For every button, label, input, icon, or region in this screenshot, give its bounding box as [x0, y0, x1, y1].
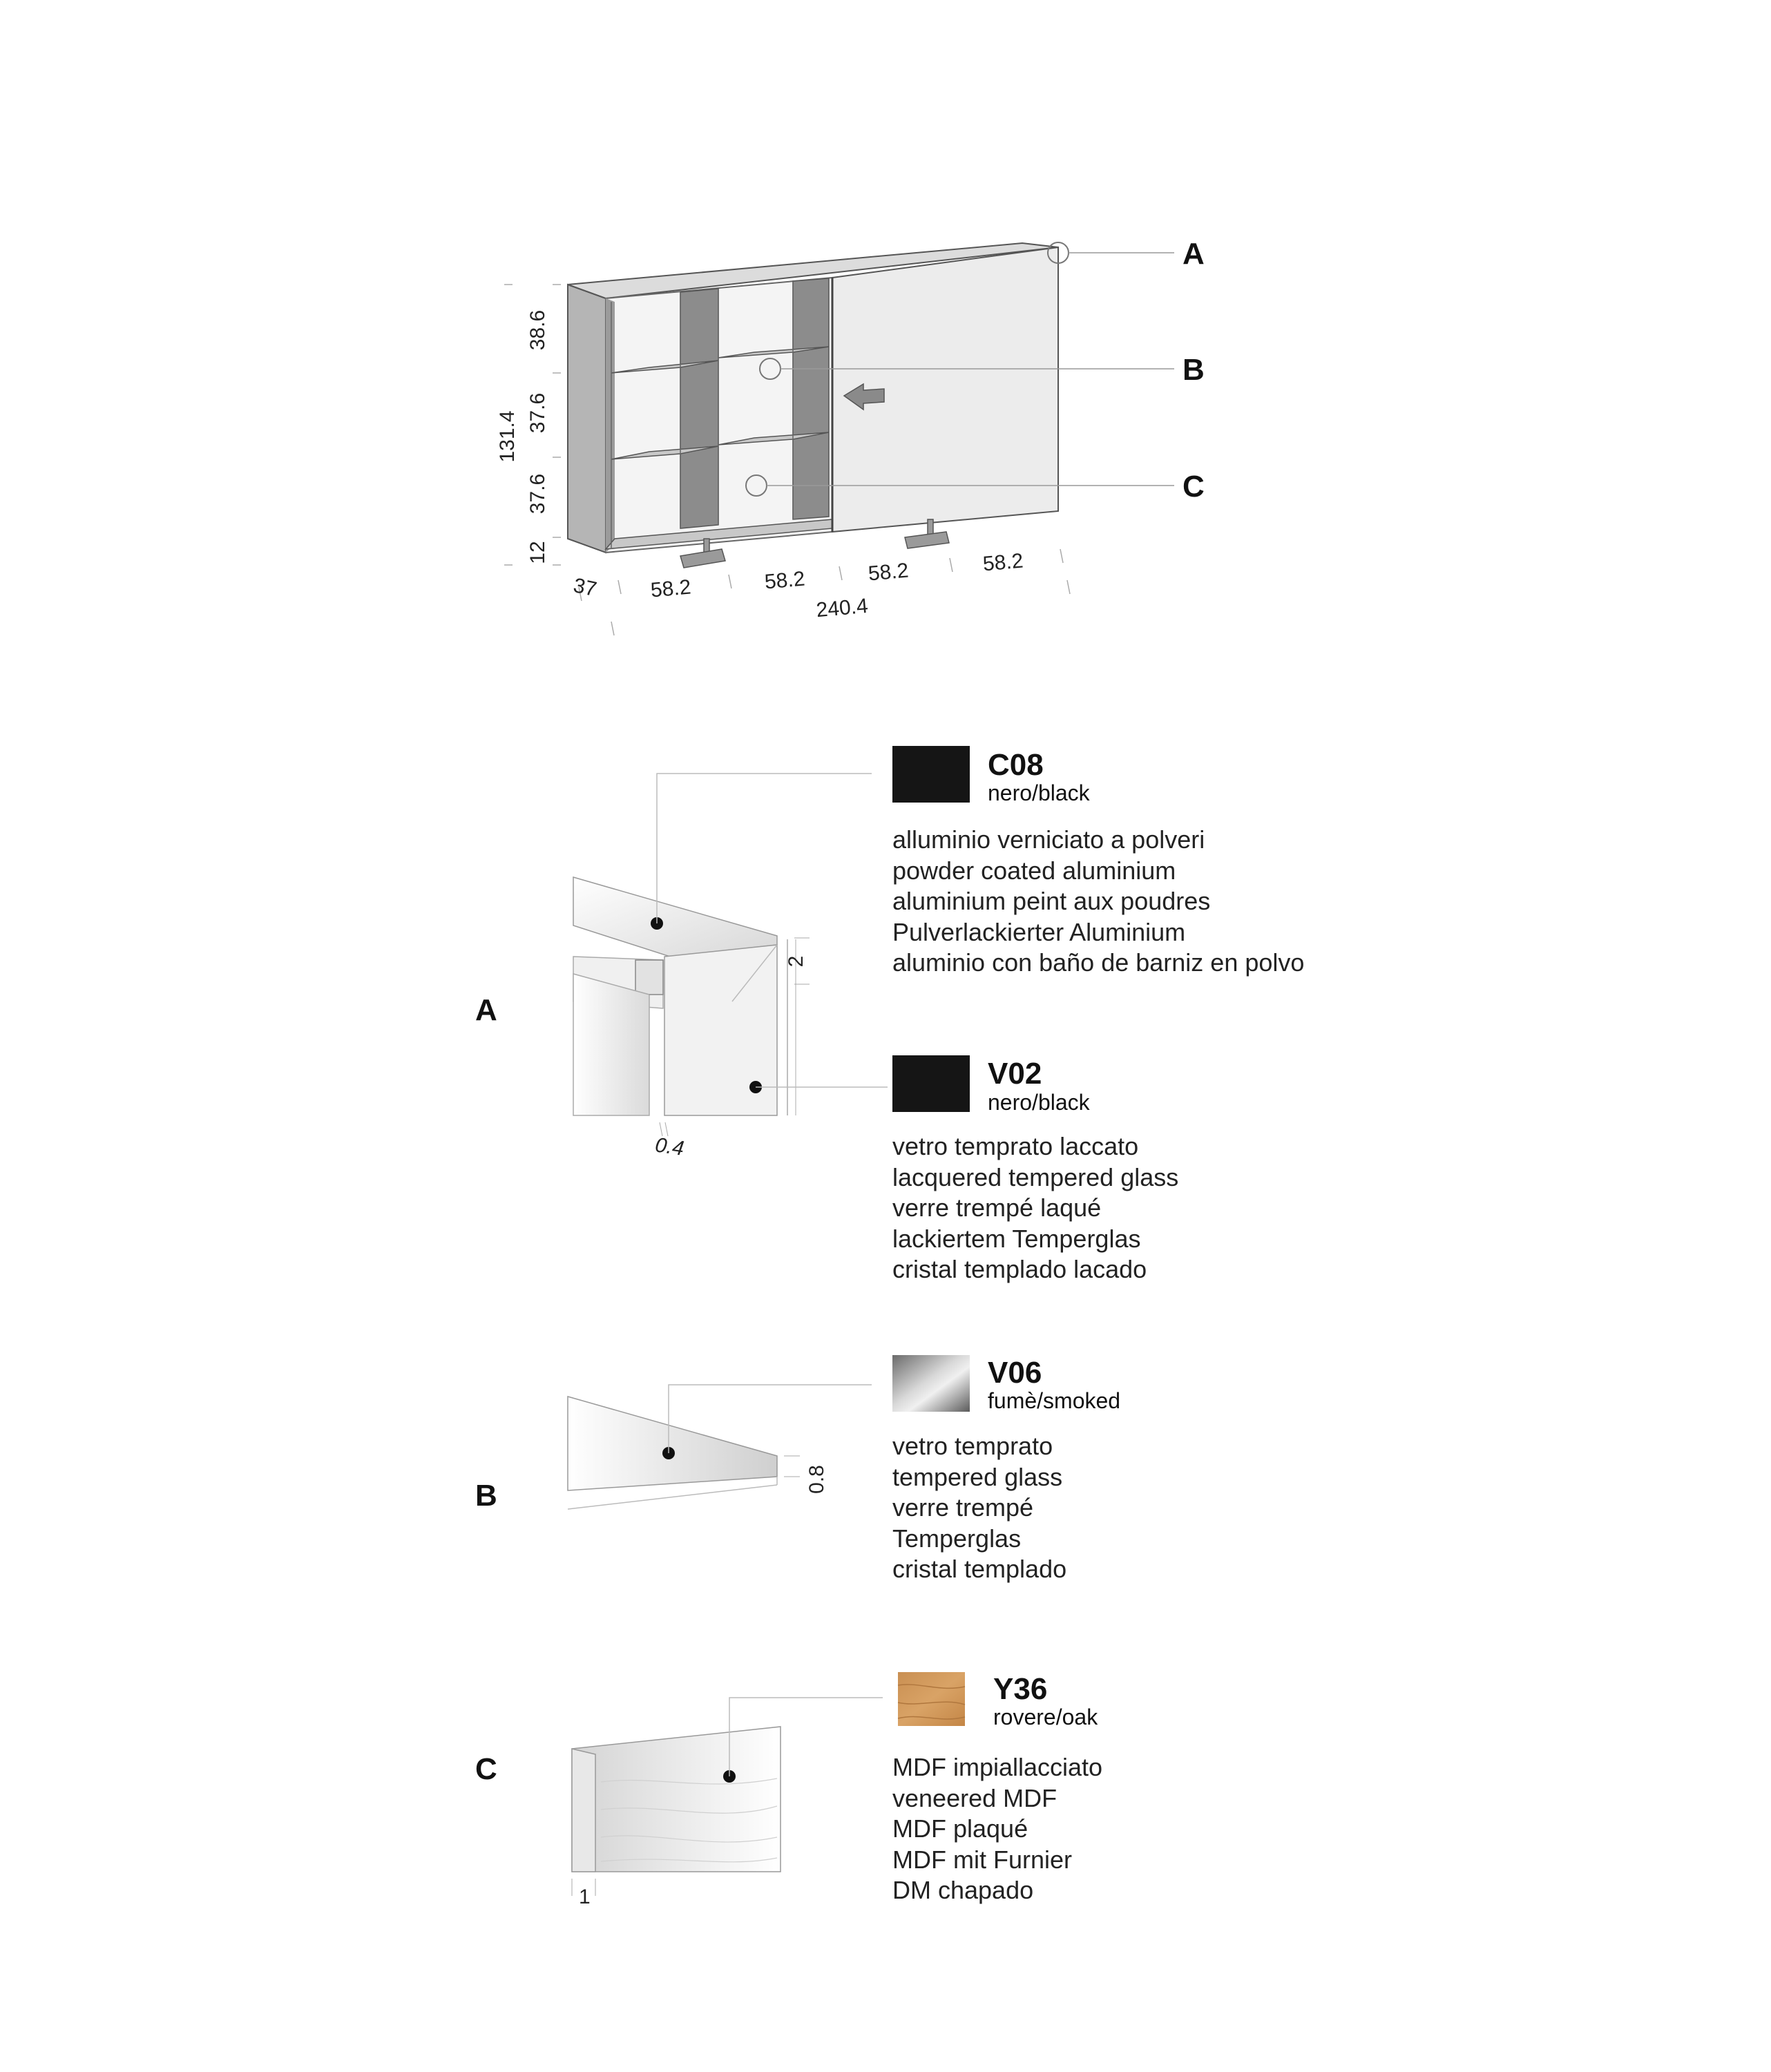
callout-c: C — [1183, 470, 1205, 503]
material-desc-y36: MDF impiallacciato veneered MDF MDF plaqué MDF mit Furnier DM chapado — [892, 1753, 1103, 1904]
material-code-c08: C08 — [988, 748, 1044, 782]
material-color-v02: nero/black — [988, 1090, 1090, 1115]
section-label-b: B — [475, 1479, 497, 1513]
dim-width-4: 58.2 — [982, 549, 1024, 576]
swatch-c08 — [892, 746, 970, 803]
material-code-v06: V06 — [988, 1356, 1042, 1390]
section-label-a: A — [475, 993, 497, 1027]
dim-h-mid: 37.6 — [526, 392, 549, 434]
detail-a-dim-v: 2 — [785, 955, 807, 968]
detail-a-dim-h: 0.4 — [653, 1133, 686, 1160]
callout-a: A — [1183, 237, 1205, 271]
dim-width-3: 58.2 — [867, 559, 910, 586]
material-color-v06: fumè/smoked — [988, 1388, 1121, 1413]
dim-width-1: 58.2 — [649, 575, 692, 602]
dim-total-height: 131.4 — [496, 410, 519, 463]
section-label-c: C — [475, 1752, 497, 1786]
material-desc-c08: alluminio verniciato a polveri powder coated aluminium aluminium peint aux poudres Pulverlackierter Aluminium aluminio con baño de barniz en polvo — [892, 825, 1305, 977]
material-code-y36: Y36 — [993, 1672, 1048, 1706]
material-code-v02: V02 — [988, 1057, 1042, 1091]
swatch-v02 — [892, 1055, 970, 1112]
swatch-v06 — [892, 1355, 970, 1412]
dim-h-low: 37.6 — [526, 473, 549, 515]
detail-c-drawing — [572, 1698, 883, 1896]
dim-h-base: 12 — [526, 541, 549, 564]
dim-depth: 37 — [571, 574, 599, 602]
swatch-y36 — [898, 1672, 965, 1726]
detail-a-drawing — [573, 774, 888, 1136]
callout-b: B — [1183, 353, 1205, 387]
dim-h-top: 38.6 — [526, 309, 549, 351]
material-color-c08: nero/black — [988, 780, 1090, 805]
dim-width-2: 58.2 — [763, 567, 806, 594]
material-desc-v06: vetro temprato tempered glass verre trempé Temperglas cristal templado — [892, 1432, 1067, 1583]
detail-b-dim-v: 0.8 — [805, 1465, 828, 1494]
material-desc-v02: vetro temprato laccato lacquered tempered glass verre trempé laqué lackiertem Temperglas cristal templado lacado — [892, 1132, 1179, 1283]
material-color-y36: rovere/oak — [993, 1705, 1098, 1729]
dim-total-width: 240.4 — [815, 594, 870, 622]
detail-c-dim-h: 1 — [579, 1886, 591, 1908]
